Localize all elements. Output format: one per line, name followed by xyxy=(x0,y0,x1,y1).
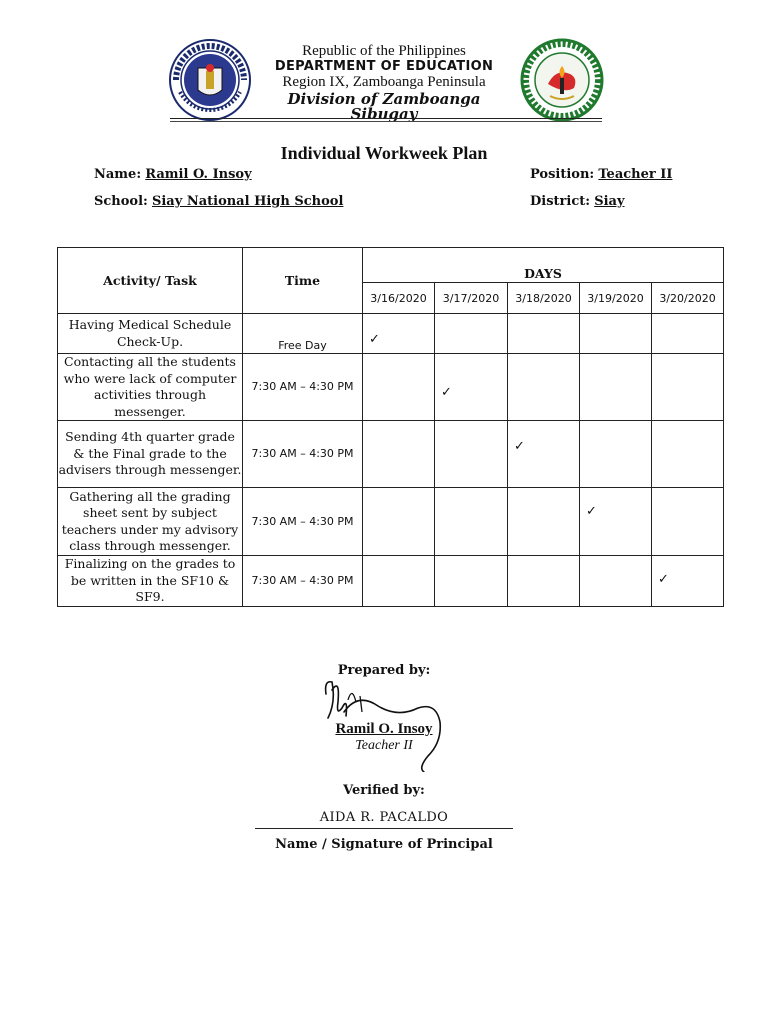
day-cell xyxy=(435,354,508,421)
position-label: Position: xyxy=(530,167,595,182)
school-value: Siay National High School xyxy=(151,194,344,209)
name-value: Ramil O. Insoy xyxy=(145,167,252,182)
district-label: District: xyxy=(530,194,591,209)
date-header: 3/16/2020 xyxy=(363,283,435,314)
letterhead xyxy=(262,44,506,122)
day-cell xyxy=(580,354,652,421)
day-cell xyxy=(508,488,580,556)
district-value: Siay xyxy=(594,194,625,209)
preparer-name: Ramil O. Insoy xyxy=(335,721,433,737)
principal-signature-line xyxy=(255,828,513,829)
time-cell: 7:30 AM – 4:30 PM xyxy=(243,354,363,421)
time-cell: Free Day xyxy=(243,314,363,354)
school-label: School: xyxy=(94,194,148,209)
division-text: Division of Zamboanga Sibugay xyxy=(287,90,481,123)
date-header: 3/17/2020 xyxy=(435,283,508,314)
checkmark-icon: ✓ xyxy=(514,439,525,454)
principal-name: AIDA R. PACALDO xyxy=(319,810,449,825)
table-row xyxy=(58,354,724,421)
day-cell xyxy=(508,421,580,488)
day-cell xyxy=(435,421,508,488)
day-cell xyxy=(652,354,724,421)
header-rule-thin xyxy=(170,121,602,122)
day-cell xyxy=(580,314,652,354)
day-cell xyxy=(435,488,508,556)
position-value: Teacher II xyxy=(598,167,673,182)
days-header: DAYS xyxy=(363,248,724,283)
date-header: 3/18/2020 xyxy=(508,283,580,314)
day-cell xyxy=(363,421,435,488)
activity-cell: Contacting all the students who were lack of computer activities through messenger. xyxy=(58,354,243,421)
time-cell: 7:30 AM – 4:30 PM xyxy=(243,488,363,556)
preparer-name-wrap xyxy=(0,718,768,738)
day-cell xyxy=(508,314,580,354)
name-field xyxy=(94,167,252,182)
day-cell xyxy=(652,421,724,488)
table-row xyxy=(58,556,724,607)
day-cell xyxy=(508,556,580,607)
name-label: Name: xyxy=(94,167,142,182)
activity-cell: Having Medical Schedule Check-Up. xyxy=(58,314,243,354)
day-cell xyxy=(508,354,580,421)
header-rule xyxy=(170,118,602,119)
activity-header: Activity/ Task xyxy=(58,248,243,314)
document-title: Individual Workweek Plan xyxy=(280,143,488,163)
checkmark-icon: ✓ xyxy=(441,385,452,400)
region-text: Region IX, Zamboanga Peninsula xyxy=(282,74,486,90)
time-cell: 7:30 AM – 4:30 PM xyxy=(243,421,363,488)
table-row xyxy=(58,488,724,556)
day-cell xyxy=(580,421,652,488)
republic-text: Republic of the Philippines xyxy=(302,43,466,59)
day-cell xyxy=(363,354,435,421)
day-cell xyxy=(652,314,724,354)
time-cell: 7:30 AM – 4:30 PM xyxy=(243,556,363,607)
school-field xyxy=(94,194,343,209)
division-seal-logo xyxy=(520,38,604,122)
department-text: DEPARTMENT OF EDUCATION xyxy=(274,59,494,74)
prepared-by-label: Prepared by: xyxy=(337,663,431,678)
date-header: 3/20/2020 xyxy=(652,283,724,314)
date-header: 3/19/2020 xyxy=(580,283,652,314)
day-cell xyxy=(580,556,652,607)
checkmark-icon: ✓ xyxy=(658,572,669,587)
day-cell xyxy=(435,314,508,354)
day-cell xyxy=(580,488,652,556)
checkmark-icon: ✓ xyxy=(586,504,597,519)
principal-caption: Name / Signature of Principal xyxy=(275,837,493,852)
checkmark-icon: ✓ xyxy=(369,332,380,347)
preparer-position: Teacher II xyxy=(355,738,413,753)
day-cell xyxy=(652,556,724,607)
position-field xyxy=(530,167,672,182)
table-row xyxy=(58,314,724,354)
verified-by-label: Verified by: xyxy=(343,783,425,798)
deped-seal-logo xyxy=(168,38,252,122)
day-cell xyxy=(652,488,724,556)
activity-cell: Sending 4th quarter grade & the Final grade to the advisers through messenger. xyxy=(58,421,243,488)
district-field xyxy=(530,194,625,209)
day-cell xyxy=(363,314,435,354)
activity-cell: Finalizing on the grades to be written in the SF10 & SF9. xyxy=(58,556,243,607)
time-header: Time xyxy=(243,248,363,314)
day-cell xyxy=(363,556,435,607)
table-row xyxy=(58,421,724,488)
day-cell xyxy=(363,488,435,556)
workweek-table xyxy=(57,247,724,607)
day-cell xyxy=(435,556,508,607)
activity-cell: Gathering all the grading sheet sent by subject teachers under my advisory class through messenger. xyxy=(58,488,243,556)
